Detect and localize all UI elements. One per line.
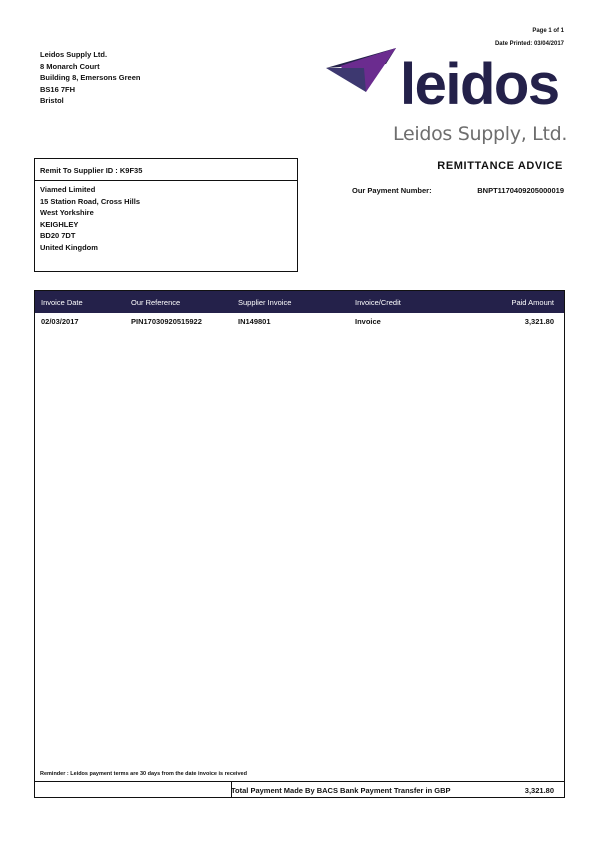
payment-number-label: Our Payment Number: [352,186,432,195]
payment-terms-reminder: Reminder : Leidos payment terms are 30 days from the date invoice is received [40,771,247,777]
supplier-line: Viamed Limited [40,185,96,194]
cell-invoice-credit: Invoice [355,317,381,326]
sender-line: BS16 7FH [40,84,76,94]
cell-invoice-date: 02/03/2017 [41,317,79,326]
page-number: Page 1 of 1 [532,28,564,34]
date-printed: Date Printed: 03/04/2017 [494,41,564,47]
total-payment-bar [35,781,564,798]
supplier-line: BD20 7DT [40,231,76,240]
company-tagline: Leidos Supply, Ltd. [393,123,568,145]
sender-line: 8 Monarch Court [40,61,100,71]
cell-our-reference: PIN17030920515922 [131,317,202,326]
table-header [35,291,564,313]
total-payment-label: Total Payment Made By BACS Bank Payment Transfer in GBP [231,786,451,795]
cell-paid-amount: 3,321.80 [524,317,554,326]
logo-wordmark: leidos [400,52,559,108]
column-header-our-reference: Our Reference [131,298,181,307]
column-header-invoice-credit: Invoice/Credit [355,298,401,307]
invoice-table [34,290,565,798]
logo-mark-light [326,68,366,92]
table-row [35,313,564,327]
supplier-line: West Yorkshire [40,208,94,217]
remit-to-box [34,158,298,272]
supplier-line: United Kingdom [40,242,98,252]
supplier-address [35,181,297,253]
cell-supplier-invoice: IN149801 [238,317,271,326]
column-header-supplier-invoice: Supplier Invoice [238,298,292,307]
remit-to-header: Remit To Supplier ID : K9F35 [35,159,297,181]
payment-number-value: BNPT1170409205000019 [477,186,564,195]
document-title: REMITTANCE ADVICE [437,160,563,172]
column-header-paid-amount: Paid Amount [511,298,554,307]
sender-line: Leidos Supply Ltd. [40,50,108,59]
sender-line: Bristol [40,96,64,105]
sender-address [40,49,140,107]
sender-line: Building 8, Emersons Green [40,73,141,82]
column-header-invoice-date: Invoice Date [41,298,83,307]
leidos-logo [326,46,566,108]
supplier-line: 15 Station Road, Cross Hills [40,196,141,206]
supplier-line: KEIGHLEY [40,219,79,229]
total-payment-amount: 3,321.80 [524,786,554,795]
